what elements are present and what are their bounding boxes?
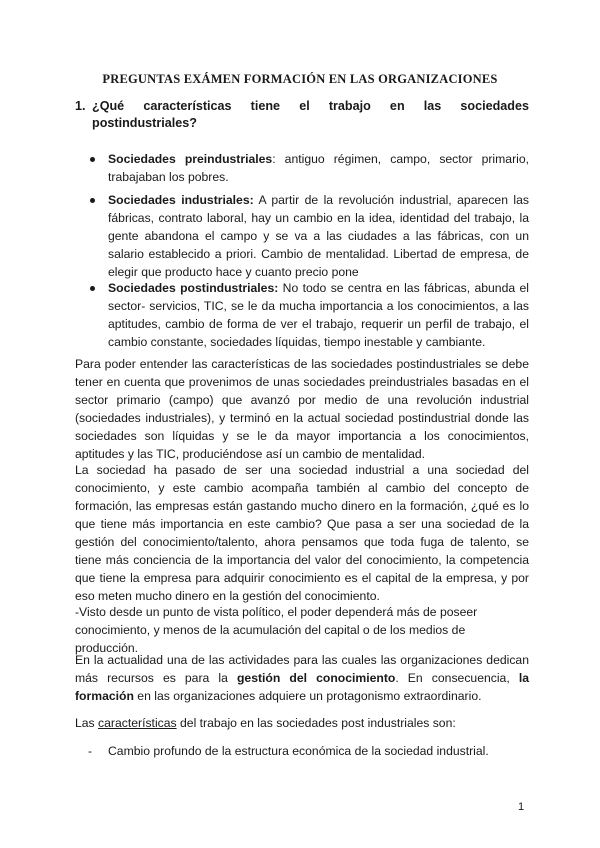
- paragraph-5-text-a: Las: [75, 716, 99, 730]
- paragraph-2: La sociedad ha pasado de ser una sociedad industrial a una sociedad del conocimiento, y este cambio acompaña también al cambio del concepto de formación, las empresas están gastando mucho dinero en la formación, ¿qué es lo que tiene más importancia en este cambio? Que pasa a ser una sociedad de la gestión del conocimiento/talento, ahora pensamos que toda fuga de talento, se tiene más conciencia de la importancia del valor del conocimiento, la competencia que tiene la empresa para adquirir conocimiento es el capital de la empresa, y por eso meten mucho dinero en la gestión del conocimiento.: [75, 463, 529, 603]
- bullet-text: : antiguo régimen, campo, sector primario, trabajaban los pobres.: [108, 152, 529, 184]
- document-title: PREGUNTAS EXÁMEN FORMACIÓN EN LAS ORGANIZACIONES: [102, 72, 498, 86]
- paragraph-4-text-a: En la actualidad una de las actividades para las cuales las organizaciones dedican más recursos es para la: [75, 653, 529, 685]
- bullet-dot: [90, 286, 95, 291]
- paragraph-5: [75, 714, 529, 732]
- question-number: 1.: [75, 99, 86, 113]
- paragraph-4-text-e: en las organizaciones adquiere un protagonismo extraordinario.: [133, 689, 482, 703]
- question-line-1: ¿Qué características tiene el trabajo en las sociedades: [92, 99, 529, 113]
- paragraph-5-underlined: características: [98, 716, 177, 730]
- bullet-term: Sociedades postindustriales:: [108, 281, 279, 295]
- bullet-item-preindustriales: [108, 150, 529, 186]
- question-heading: [75, 98, 529, 132]
- dash-mark: -: [88, 744, 93, 758]
- paragraph-3-line-2: conocimiento, y menos de la acumulación del capital o de los medios de producción.: [75, 623, 466, 655]
- paragraph-4: [75, 651, 529, 705]
- bullet-dot: [90, 157, 95, 162]
- paragraph-5-text-c: del trabajo en las sociedades post industriales son:: [176, 716, 456, 730]
- bullet-term: Sociedades preindustriales: [108, 152, 273, 166]
- paragraph-3-line-1: -Visto desde un punto de vista político, el poder dependerá más de poseer: [75, 605, 478, 619]
- bullet-item-industriales: [108, 191, 529, 281]
- paragraph-4-bold-formacion: la formación: [75, 671, 529, 703]
- paragraph-4-bold-gestion: gestión del conocimiento: [236, 671, 396, 685]
- paragraph-1: Para poder entender las características de las sociedades postindustriales se debe tener en cuenta que provenimos de unas sociedades preindustriales basadas en el sector primario (campo) que avanzó por medio de una revolución industrial (sociedades industriales), y terminó en la actual sociedad postindustrial donde las sociedades son líquidas y se le da mayor importancia a los conocimientos, aptitudes y las TIC, produciéndose así un cambio de mentalidad.: [75, 357, 529, 461]
- bullet-term: Sociedades industriales:: [108, 193, 254, 207]
- bullet-dot: [90, 198, 95, 203]
- bullet-item-postindustriales: [108, 279, 529, 351]
- bullet-text: No todo se centra en las fábricas, abunda el sector- servicios, TIC, se le da mucha importancia a los conocimientos, a las aptitudes, cambio de forma de ver el trabajo, requerir un perfil de trabajo, el cambio constante, sociedades líquidas, tiempo inestable y cambiante.: [108, 281, 529, 349]
- question-line-2: postindustriales?: [92, 116, 197, 130]
- page-number: 1: [518, 801, 525, 813]
- bullet-text: A partir de la revolución industrial, aparecen las fábricas, contrato laboral, hay un cambio en la idea, identidad del trabajo, la gente abandona el campo y se va a las ciudades a las fábricas, con un salario establecido a priori. Cambio de mentalidad. Libertad de empresa, de elegir que producto hace y cuanto precio pone: [108, 193, 530, 279]
- paragraph-3: [75, 603, 529, 657]
- dash-item-text: Cambio profundo de la estructura económica de la sociedad industrial.: [108, 744, 489, 758]
- paragraph-4-text-c: . En consecuencia,: [395, 671, 519, 685]
- dash-list-item: [88, 742, 529, 760]
